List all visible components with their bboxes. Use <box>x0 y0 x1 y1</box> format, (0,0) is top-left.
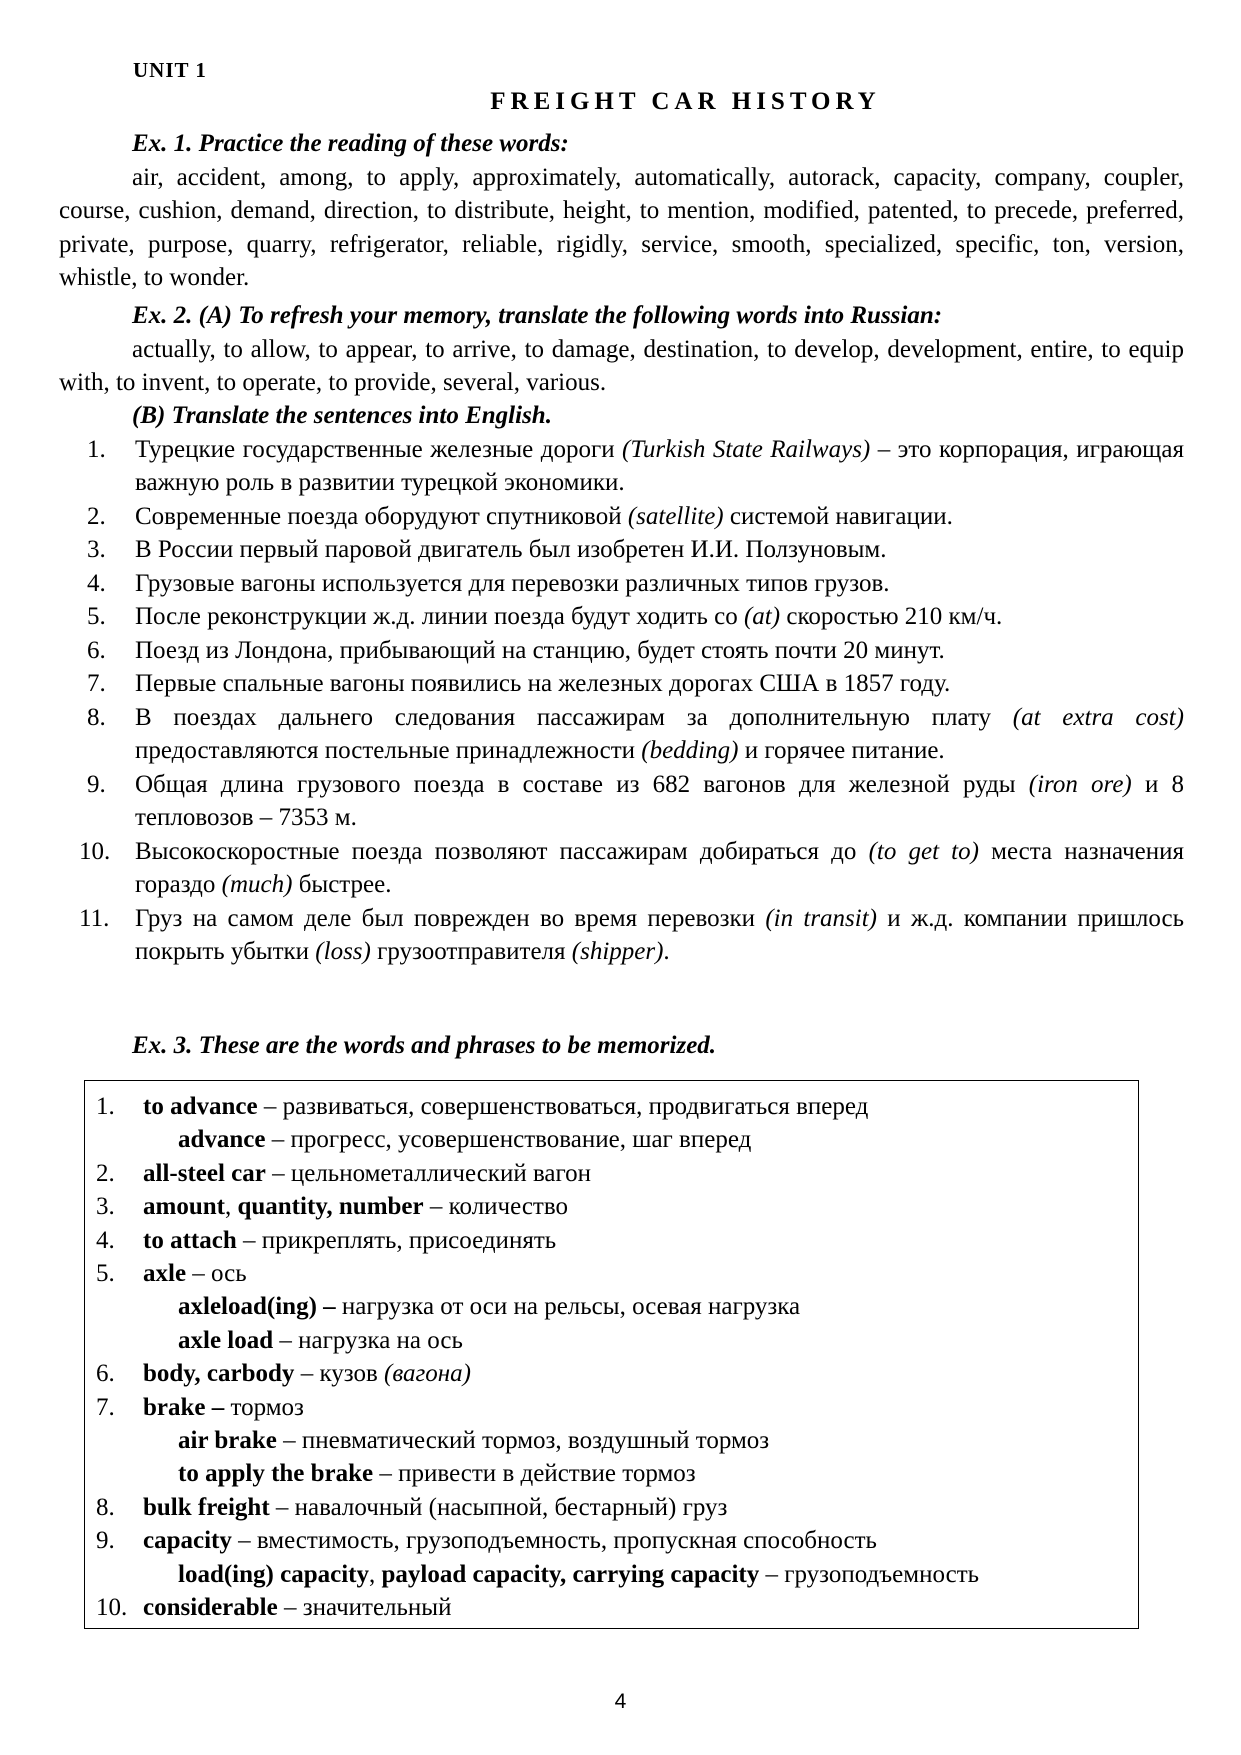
vocab-sub-entry <box>85 1558 1138 1591</box>
vocab-translation: (вагона) <box>384 1360 472 1388</box>
sentence-number: 2. <box>87 502 106 530</box>
english-hint: (at) <box>743 603 781 630</box>
vocab-entry <box>85 1157 1138 1190</box>
sentence-text: В поездах дальнего следования пассажирам за дополнительную плату <box>135 703 1013 731</box>
vocab-number: 10. <box>96 1594 128 1622</box>
english-hint: (bedding) <box>641 737 739 764</box>
sentence-number: 3. <box>87 536 106 563</box>
exercise-3 <box>59 1029 1184 1063</box>
vocab-translation: – привести в действие тормоз <box>373 1460 696 1488</box>
sentence-item <box>59 701 1184 768</box>
sentence-text: места назначения гораздо <box>135 837 1184 898</box>
sentence-text: Высокоскоростные поезда позволяют пассажирам добираться до <box>135 837 869 865</box>
vocab-translation: тормоз <box>224 1393 304 1421</box>
vocab-term: body, carbody <box>143 1360 295 1388</box>
vocab-entry <box>85 1491 1138 1524</box>
sentence-list <box>59 433 1184 969</box>
vocab-term: brake – <box>143 1393 225 1421</box>
sentence-item <box>59 600 1184 634</box>
sentence-number: 9. <box>87 770 106 798</box>
sentence-number: 11. <box>79 904 110 932</box>
sentence-text: – это корпорация, играющая важную роль в развитии турецкой экономики. <box>135 435 1185 496</box>
sentence-item <box>59 768 1184 835</box>
vocab-sub-entry <box>85 1424 1138 1457</box>
vocab-term: quantity, number <box>237 1193 424 1221</box>
sentence-item <box>59 433 1184 500</box>
sentence-number: 1. <box>87 435 106 463</box>
vocab-entry <box>85 1591 1138 1624</box>
sentence-text: быстрее. <box>292 871 392 898</box>
vocab-number: 5. <box>96 1260 115 1288</box>
vocab-term: capacity <box>143 1527 232 1555</box>
vocab-sub-entry <box>85 1123 1138 1156</box>
exercise-2a <box>59 299 1184 400</box>
sentence-text: Современные поезда оборудуют спутниковой <box>135 502 628 530</box>
vocab-number: 6. <box>96 1360 115 1388</box>
sentence-text: В России первый паровой двигатель был изобретен И.И. Ползуновым. <box>135 536 887 563</box>
english-hint: (much) <box>221 871 293 898</box>
vocab-translation: нагрузка от оси на рельсы, осевая нагрузка <box>335 1293 801 1321</box>
vocab-number: 1. <box>96 1093 115 1120</box>
sentence-number: 7. <box>87 670 106 697</box>
english-hint: (to get to) <box>868 837 979 865</box>
vocab-translation: – прикреплять, присоединять <box>236 1226 557 1254</box>
sentence-text: Турецкие государственные железные дороги <box>135 435 623 463</box>
vocab-term: amount <box>143 1193 225 1221</box>
english-hint: (shipper) <box>571 938 664 965</box>
vocab-entry <box>85 1524 1138 1557</box>
sentence-text: грузоотправителя <box>370 938 572 965</box>
english-hint: (at extra cost) <box>1012 703 1185 731</box>
vocab-sub-entry <box>85 1324 1138 1357</box>
vocab-term: to attach <box>143 1226 237 1254</box>
vocab-translation: – грузоподъемность <box>759 1560 980 1588</box>
vocab-translation: – развиваться, совершенствоваться, продвигаться вперед <box>257 1093 869 1120</box>
exercise-2b-heading: (B) Translate the sentences into English. <box>132 402 552 429</box>
vocab-term: payload capacity, carrying capacity <box>381 1560 760 1588</box>
english-hint: (satellite) <box>627 502 724 530</box>
vocab-translation: – прогресс, усовершенствование, шаг вперед <box>265 1126 752 1154</box>
english-hint: (iron ore) <box>1028 770 1132 798</box>
sentence-item <box>59 902 1184 969</box>
sentence-item <box>59 533 1184 567</box>
english-hint: (Turkish State Railways) <box>622 435 871 463</box>
vocab-term: to apply the brake <box>178 1460 374 1488</box>
vocab-term: bulk freight <box>143 1493 270 1521</box>
vocab-term: advance <box>178 1126 266 1154</box>
vocab-entry <box>85 1190 1138 1223</box>
vocabulary-box <box>84 1080 1139 1629</box>
sentence-number: 5. <box>87 603 106 630</box>
vocab-term: axle <box>143 1260 187 1288</box>
vocab-translation: – количество <box>423 1193 568 1221</box>
vocab-entry <box>85 1257 1138 1290</box>
vocab-translation: – кузов <box>294 1360 385 1388</box>
vocab-number: 3. <box>96 1193 115 1221</box>
vocab-translation: – пневматический тормоз, воздушный тормоз <box>276 1427 770 1455</box>
sentence-text: и ж.д. компании пришлось покрыть убытки <box>135 904 1184 965</box>
vocab-term: air brake <box>178 1427 277 1455</box>
page-title: FREIGHT CAR HISTORY <box>490 88 881 115</box>
sentence-item <box>59 500 1184 534</box>
exercise-2b <box>59 399 1184 969</box>
vocab-entry <box>85 1224 1138 1257</box>
sentence-text: системой навигации. <box>723 502 953 530</box>
vocab-entry <box>85 1357 1138 1390</box>
vocab-entry <box>85 1090 1138 1123</box>
vocab-term: to advance <box>143 1093 258 1120</box>
sentence-text: и горячее питание. <box>738 737 945 764</box>
vocab-term: axle load <box>178 1326 274 1354</box>
exercise-2a-word-list: actually, to allow, to appear, to arrive, to damage, destination, to develop, development, entire, to equip with, to invent, to operate, to provide, several, various. <box>59 335 1184 396</box>
sentence-number: 10. <box>79 837 111 865</box>
sentence-text: предоставляются постельные принадлежности <box>135 737 642 764</box>
sentence-text: Груз на самом деле был поврежден во время перевозки <box>135 904 766 932</box>
english-hint: (in transit) <box>765 904 877 932</box>
exercise-1-heading: Ex. 1. Practice the reading of these words: <box>132 130 569 157</box>
sentence-number: 6. <box>87 636 106 664</box>
sentence-item <box>59 667 1184 701</box>
unit-label: UNIT 1 <box>133 58 207 82</box>
vocab-number: 9. <box>96 1527 115 1555</box>
sentence-text: и 8 тепловозов – 7353 м. <box>135 770 1185 831</box>
vocab-sub-entry <box>85 1290 1138 1323</box>
vocab-number: 8. <box>96 1493 115 1521</box>
vocab-translation: – вместимость, грузоподъемность, пропускная способность <box>231 1527 877 1555</box>
sentence-text: скоростью 210 км/ч. <box>780 603 1003 630</box>
vocab-translation: , <box>368 1560 382 1588</box>
sentence-text: . <box>663 938 670 965</box>
page-number: 4 <box>614 1690 627 1713</box>
english-hint: (loss) <box>315 938 371 965</box>
vocab-number: 2. <box>96 1159 115 1187</box>
sentence-text: Поезд из Лондона, прибывающий на станцию, будет стоять почти 20 минут. <box>135 636 945 664</box>
sentence-item <box>59 835 1184 902</box>
sentence-text: После реконструкции ж.д. линии поезда будут ходить со <box>135 603 744 630</box>
vocab-term: considerable <box>143 1594 278 1622</box>
vocab-translation: – цельнометаллический вагон <box>265 1159 592 1187</box>
exercise-3-heading: Ex. 3. These are the words and phrases to be memorized. <box>132 1032 717 1059</box>
exercise-2a-heading: Ex. 2. (A) To refresh your memory, translate the following words into Russian: <box>132 302 943 329</box>
sentence-text: Общая длина грузового поезда в составе из 682 вагонов для железной руды <box>135 770 1029 798</box>
sentence-text: Грузовые вагоны используется для перевозки различных типов грузов. <box>135 569 890 597</box>
vocab-term: axleload(ing) – <box>178 1293 336 1321</box>
sentence-number: 8. <box>87 703 106 731</box>
vocab-translation: – значительный <box>277 1594 452 1622</box>
vocab-term: load(ing) capacity <box>178 1560 369 1588</box>
vocab-term: all-steel car <box>143 1159 266 1187</box>
sentence-number: 4. <box>87 569 106 597</box>
vocab-number: 7. <box>96 1393 115 1421</box>
exercise-1 <box>59 127 1184 295</box>
vocab-number: 4. <box>96 1226 115 1254</box>
vocab-translation: – нагрузка на ось <box>273 1326 463 1354</box>
vocab-translation: – навалочный (насыпной, бестарный) груз <box>269 1493 728 1521</box>
vocab-translation: , <box>224 1193 238 1221</box>
vocab-entry <box>85 1391 1138 1424</box>
sentence-item <box>59 567 1184 601</box>
vocab-translation: – ось <box>186 1260 247 1288</box>
sentence-item <box>59 634 1184 668</box>
sentence-text: Первые спальные вагоны появились на железных дорогах США в 1857 году. <box>135 670 951 697</box>
vocab-sub-entry <box>85 1457 1138 1490</box>
exercise-1-word-list: air, accident, among, to apply, approximately, automatically, autorack, capacity, company, coupler, course, cushion, demand, direction, to distribute, height, to mention, modified, patented, to precede, preferred, private, purpose, quarry, refrigerator, reliable, rigidly, service, smooth, specialized, specific, ton, version, whistle, to wonder. <box>59 163 1184 291</box>
